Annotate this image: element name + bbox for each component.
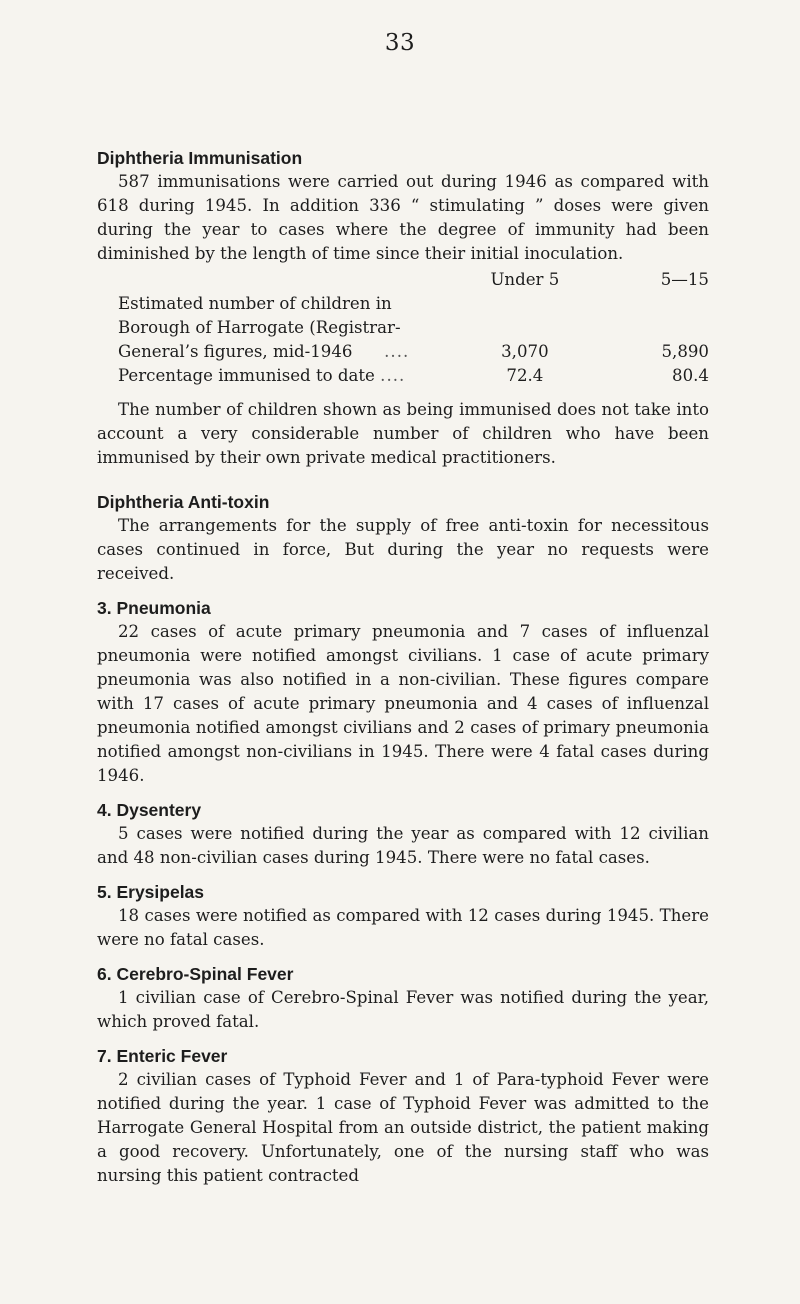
table-row bbox=[97, 364, 709, 388]
row-label: Estimated number of children in Borough of Harrogate (Registrar- General’s figures, mid-1946 .... bbox=[118, 294, 410, 361]
section-paragraph: 2 civilian cases of Typhoid Fever and 1 of Para-typhoid Fever were notified during the year. 1 case of Typhoid Fever was admitted to the Harrogate General Hospital from an outside district, the patient making a good recovery. Unfortunately, one of the nursing staff who was nursing this patient contracted bbox=[97, 1070, 709, 1185]
section-heading: 5. Erysipelas bbox=[97, 882, 205, 902]
section-paragraph: 587 immunisations were carried out during 1946 as compared with 618 during 1945. In addition 336 “ stimulating ” doses were given during the year to cases where the degree of immunity had been diminished by the length of time since their initial inoculation. bbox=[97, 172, 709, 263]
section-antitoxin bbox=[97, 490, 709, 586]
col-header-5-15: 5—15 bbox=[660, 270, 709, 289]
immunisation-table bbox=[97, 268, 709, 388]
table-header-row bbox=[97, 268, 709, 292]
section-erysipelas bbox=[97, 880, 709, 952]
page-content bbox=[97, 146, 709, 1188]
table-row bbox=[97, 292, 709, 364]
section-heading: 6. Cerebro-Spinal Fever bbox=[97, 964, 294, 984]
row-label: Percentage immunised to date .... bbox=[118, 366, 406, 385]
section-paragraph: The arrangements for the supply of free anti-toxin for necessitous cases continued in force, But during the year no requests were received. bbox=[97, 516, 709, 583]
section-heading: 3. Pneumonia bbox=[97, 598, 211, 618]
section-paragraph: 22 cases of acute primary pneumonia and 7 cases of influenzal pneumonia were notified amongst civilians. 1 case of acute primary pneumonia was also notified in a non-civilian. These figures compare with 17 cases of acute primary pneumonia and 4 cases of influenzal pneumonia notified amongst civilians and 2 cases of primary pneumonia notified amongst non-civilians in 1945. There were 4 fatal cases during 1946. bbox=[97, 622, 709, 785]
section-heading: Diphtheria Immunisation bbox=[97, 148, 303, 168]
cell-value: 72.4 bbox=[506, 366, 544, 385]
cell-value: 5,890 bbox=[661, 342, 709, 361]
cell-value: 3,070 bbox=[501, 342, 549, 361]
section-dysentery bbox=[97, 798, 709, 870]
section-paragraph: The number of children shown as being immunised does not take into account a very considerable number of children who have been immunised by their own private medical practitioners. bbox=[97, 400, 709, 467]
section-cerebro-spinal-fever bbox=[97, 962, 709, 1034]
section-heading: Diphtheria Anti-toxin bbox=[97, 492, 270, 512]
col-header-under-5: Under 5 bbox=[490, 270, 560, 289]
section-heading: 7. Enteric Fever bbox=[97, 1046, 228, 1066]
section-diphtheria-immunisation bbox=[97, 146, 709, 470]
section-paragraph: 1 civilian case of Cerebro-Spinal Fever was notified during the year, which proved fatal. bbox=[97, 988, 709, 1031]
section-paragraph: 18 cases were notified as compared with 12 cases during 1945. There were no fatal cases. bbox=[97, 906, 709, 949]
page-number: 33 bbox=[384, 30, 416, 56]
section-paragraph: 5 cases were notified during the year as compared with 12 civilian and 48 non-civilian cases during 1945. There were no fatal cases. bbox=[97, 824, 709, 867]
section-heading: 4. Dysentery bbox=[97, 800, 202, 820]
cell-value: 80.4 bbox=[672, 366, 709, 385]
section-enteric-fever bbox=[97, 1044, 709, 1188]
section-pneumonia bbox=[97, 596, 709, 788]
